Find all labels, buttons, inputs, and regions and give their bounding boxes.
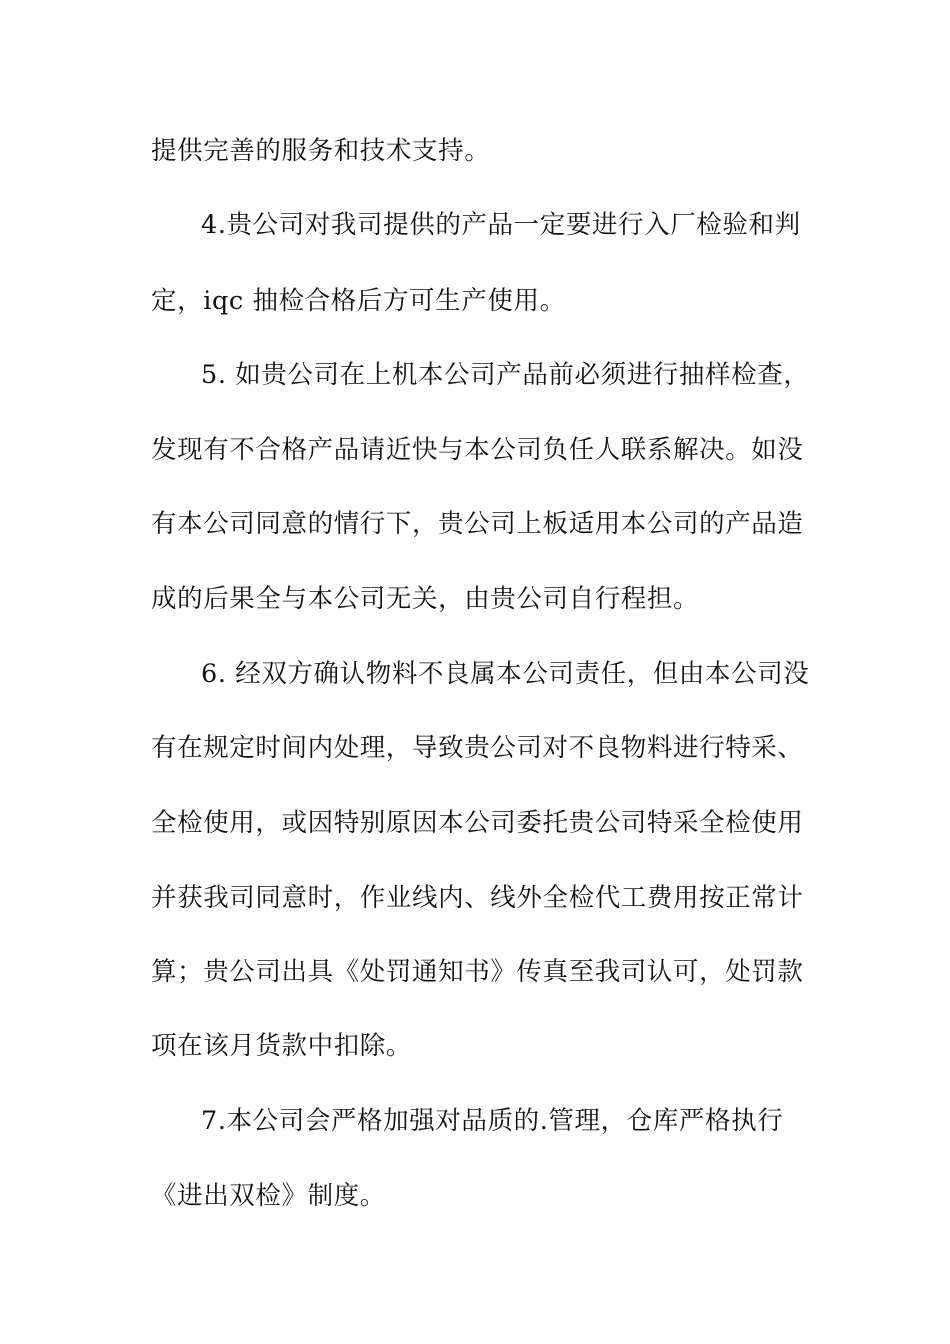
clause-4-start: 4.贵公司对我司提供的产品一定要进行入厂检验和判 [201, 210, 801, 240]
clause-7-start: 7.本公司会严格加强对品质的.管理，仓库严格执行 [201, 1106, 784, 1136]
text-line: 并获我司同意时，作业线内、线外全检代工费用按正常计 [151, 883, 804, 913]
text-line: 提供完善的服务和技术支持。 [151, 136, 491, 166]
text-line: 有在规定时间内处理，导致贵公司对不良物料进行特采、 [151, 733, 804, 763]
clause-5-start: 5. 如贵公司在上机本公司产品前必须进行抽样检查， [201, 360, 810, 390]
text-line: 全检使用，或因特别原因本公司委托贵公司特采全检使用 [151, 808, 804, 838]
text-line: 《进出双检》制度。 [151, 1181, 386, 1211]
text-line: 算；贵公司出具《处罚通知书》传真至我司认可，处罚款 [151, 957, 804, 987]
text-line: 有本公司同意的情行下，贵公司上板适用本公司的产品造 [151, 509, 804, 539]
text-line: 发现有不合格产品请近快与本公司负任人联系解决。如没 [151, 435, 804, 465]
text-line: 项在该月货款中扣除。 [151, 1031, 413, 1061]
clause-6-start: 6. 经双方确认物料不良属本公司责任，但由本公司没 [201, 659, 810, 689]
text-line: 定，iqc 抽检合格后方可生产使用。 [151, 286, 566, 316]
text-line: 成的后果全与本公司无关，由贵公司自行程担。 [151, 584, 700, 614]
